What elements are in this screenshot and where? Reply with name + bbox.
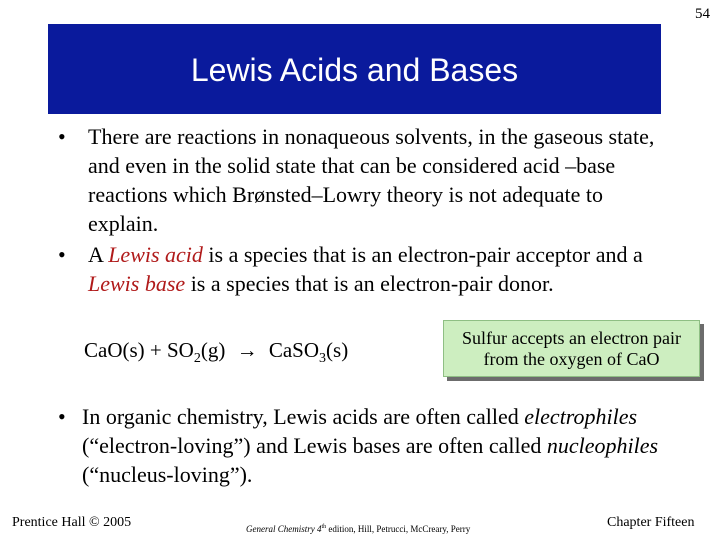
- reactant-cao: CaO(s): [84, 338, 145, 362]
- reaction-equation: [84, 338, 348, 367]
- footer-chapter: Chapter Fifteen: [607, 515, 695, 530]
- callout-line-2: from the oxygen of CaO: [483, 348, 660, 369]
- title-bar: [48, 24, 661, 114]
- bullet-list-2: [58, 402, 678, 489]
- plus-sign: +: [149, 338, 162, 362]
- callout-box: [443, 320, 700, 377]
- reaction-arrow-icon: →: [236, 338, 258, 362]
- electrophiles-term: electrophiles: [524, 404, 638, 429]
- reactant-so2: $SO_2(g)$: [167, 338, 226, 366]
- bullet-item: [58, 240, 678, 298]
- bullet-marker: •: [58, 404, 66, 429]
- callout-line-1: Sulfur accepts an electron pair: [462, 327, 681, 348]
- product-caso3: CaSO$_3$(s): [268, 338, 349, 366]
- slide-title: Lewis Acids and Bases: [190, 51, 519, 88]
- bullet-item: [58, 122, 678, 238]
- bullet-text-pre: In organic chemistry, Lewis acids are often called: [82, 404, 525, 429]
- nucleophiles-term: nucleophiles: [546, 433, 659, 458]
- bullet-text-pre: A: [88, 242, 109, 267]
- bullet-marker: •: [58, 242, 66, 267]
- bullet-text-mid: (“electron-loving”) and Lewis bases are often called: [82, 433, 547, 458]
- bullet-list: [58, 122, 678, 300]
- lewis-acid-term: Lewis acid: [108, 242, 203, 267]
- page-number: 54: [695, 6, 710, 22]
- bullet-text-post: is a species that is an electron-pair donor.: [185, 271, 554, 296]
- bullet-item: [58, 402, 678, 489]
- bullet-text-post: (“nucleus-loving”).: [82, 462, 253, 487]
- lewis-base-term: Lewis base: [88, 271, 186, 296]
- bullet-text: There are reactions in nonaqueous solvents, in the gaseous state, and even in the solid state that can be considered acid –base reactions which Brønsted–Lowry theory is not adequate to explain.: [88, 124, 655, 236]
- bullet-marker: •: [58, 124, 66, 149]
- bullet-text-mid: is a species that is an electron-pair acceptor and a: [202, 242, 643, 267]
- footer-publisher: Prentice Hall © 2005: [12, 515, 132, 530]
- footer-book-credit: General Chemistry 4th edition, Hill, Petrucci, McCreary, Perry: [246, 524, 471, 534]
